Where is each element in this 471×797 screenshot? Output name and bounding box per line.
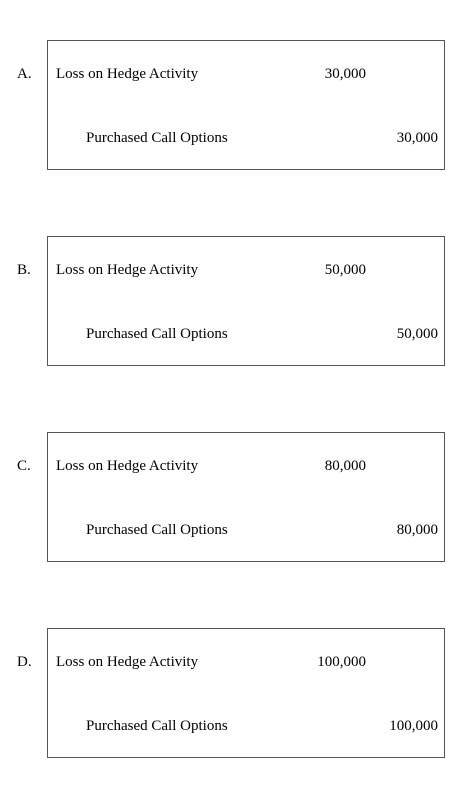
credit-account: Purchased Call Options (86, 326, 228, 342)
journal-entry-box (47, 40, 445, 170)
debit-amount: 100,000 (317, 654, 366, 670)
journal-entry-box (47, 628, 445, 758)
option-letter: A. (17, 66, 32, 82)
credit-amount: 100,000 (389, 718, 438, 734)
credit-account: Purchased Call Options (86, 718, 228, 734)
debit-account: Loss on Hedge Activity (56, 654, 199, 670)
debit-account: Loss on Hedge Activity (56, 66, 199, 82)
credit-account: Purchased Call Options (86, 130, 228, 146)
credit-amount: 50,000 (396, 326, 438, 342)
debit-account: Loss on Hedge Activity (56, 458, 199, 474)
option-letter: B. (17, 262, 31, 278)
option-letter: D. (17, 654, 32, 670)
answer-option-c[interactable] (0, 432, 471, 564)
answer-option-d[interactable] (0, 628, 471, 760)
debit-amount: 50,000 (324, 262, 366, 278)
debit-amount: 30,000 (324, 66, 366, 82)
answer-option-b[interactable] (0, 236, 471, 368)
journal-entry-box (47, 432, 445, 562)
option-letter: C. (17, 458, 31, 474)
debit-account: Loss on Hedge Activity (56, 262, 199, 278)
journal-entry-box (47, 236, 445, 366)
credit-amount: 80,000 (396, 522, 438, 538)
credit-account: Purchased Call Options (86, 522, 228, 538)
answer-option-a[interactable] (0, 40, 471, 172)
credit-amount: 30,000 (396, 130, 438, 146)
debit-amount: 80,000 (324, 458, 366, 474)
